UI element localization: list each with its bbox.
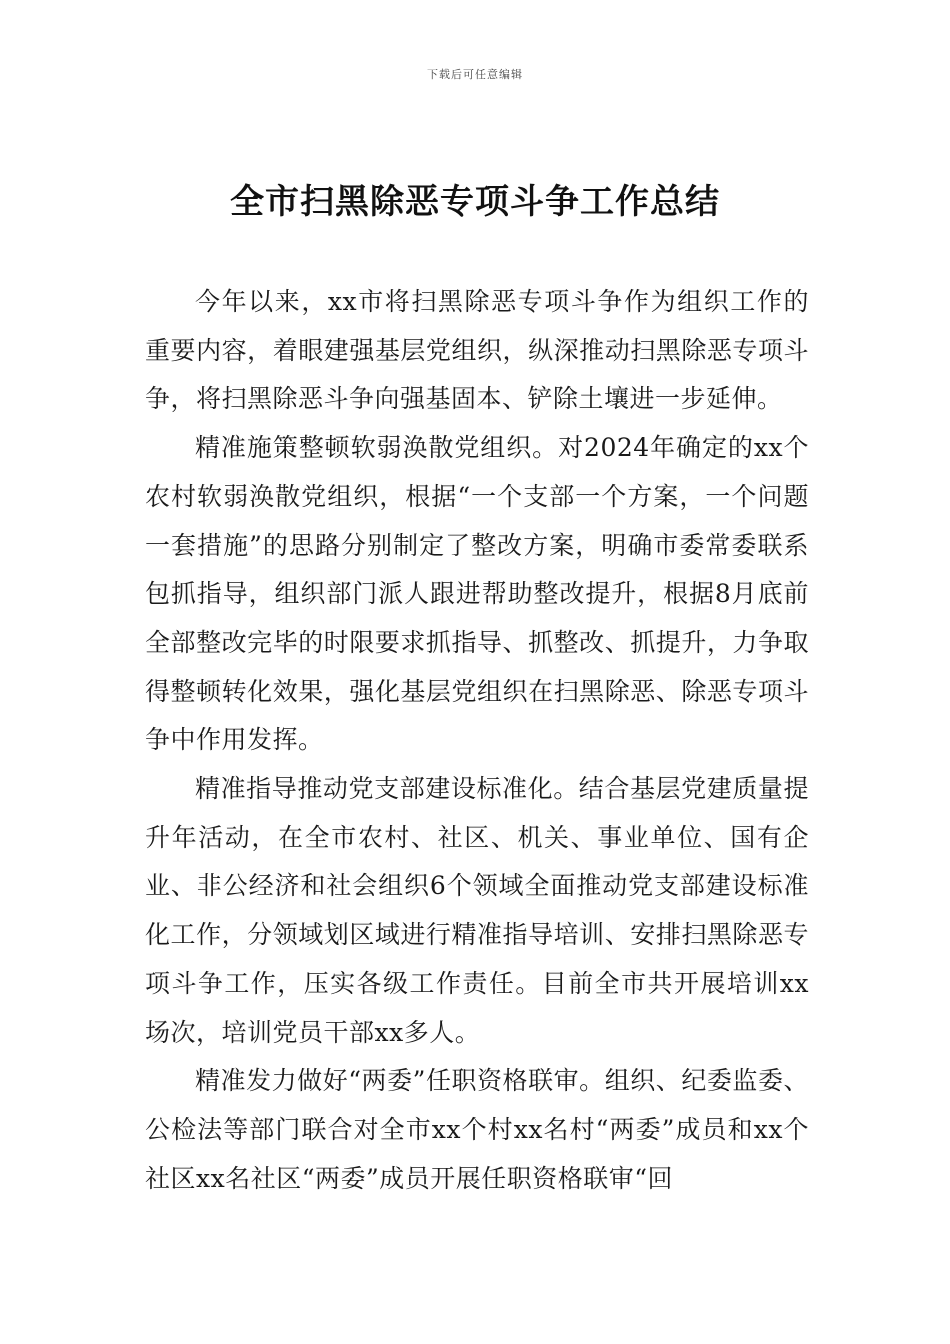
paragraph-standardization: 精准指导推动党支部建设标准化。结合基层党建质量提升年活动，在全市农村、社区、机关、事业单位、国有企业、非公经济和社会组织6个领域全面推动党支部建设标准化工作，分领域划区域进行精准指导培训、安排扫黑除恶专项斗争工作，压实各级工作责任。目前全市共开展培训xx场次，培训党员干部xx多人。 (145, 774, 809, 1047)
document-body (145, 278, 809, 1203)
paragraph-qualification-review: 精准发力做好“两委”任职资格联审。组织、纪委监委、公检法等部门联合对全市xx个村xx名村“两委”成员和xx个社区xx名社区“两委”成员开展任职资格联审“回 (145, 1066, 809, 1193)
document-title: 全市扫黑除恶专项斗争工作总结 (230, 182, 720, 222)
paragraph-intro: 今年以来，xx市将扫黑除恶专项斗争作为组织工作的重要内容，着眼建强基层党组织，纵深推动扫黑除恶专项斗争，将扫黑除恶斗争向强基固本、铲除土壤进一步延伸。 (145, 287, 809, 414)
paragraph-rectification: 精准施策整顿软弱涣散党组织。对2024年确定的xx个农村软弱涣散党组织，根据“一个支部一个方案，一个问题一套措施”的思路分别制定了整改方案，明确市委常委联系包抓指导，组织部门派人跟进帮助整改提升，根据8月底前全部整改完毕的时限要求抓指导、抓整改、抓提升，力争取得整顿转化效果，强化基层党组织在扫黑除恶、除恶专项斗争中作用发挥。 (145, 433, 809, 755)
header-note: 下载后可任意编辑 (427, 68, 523, 81)
